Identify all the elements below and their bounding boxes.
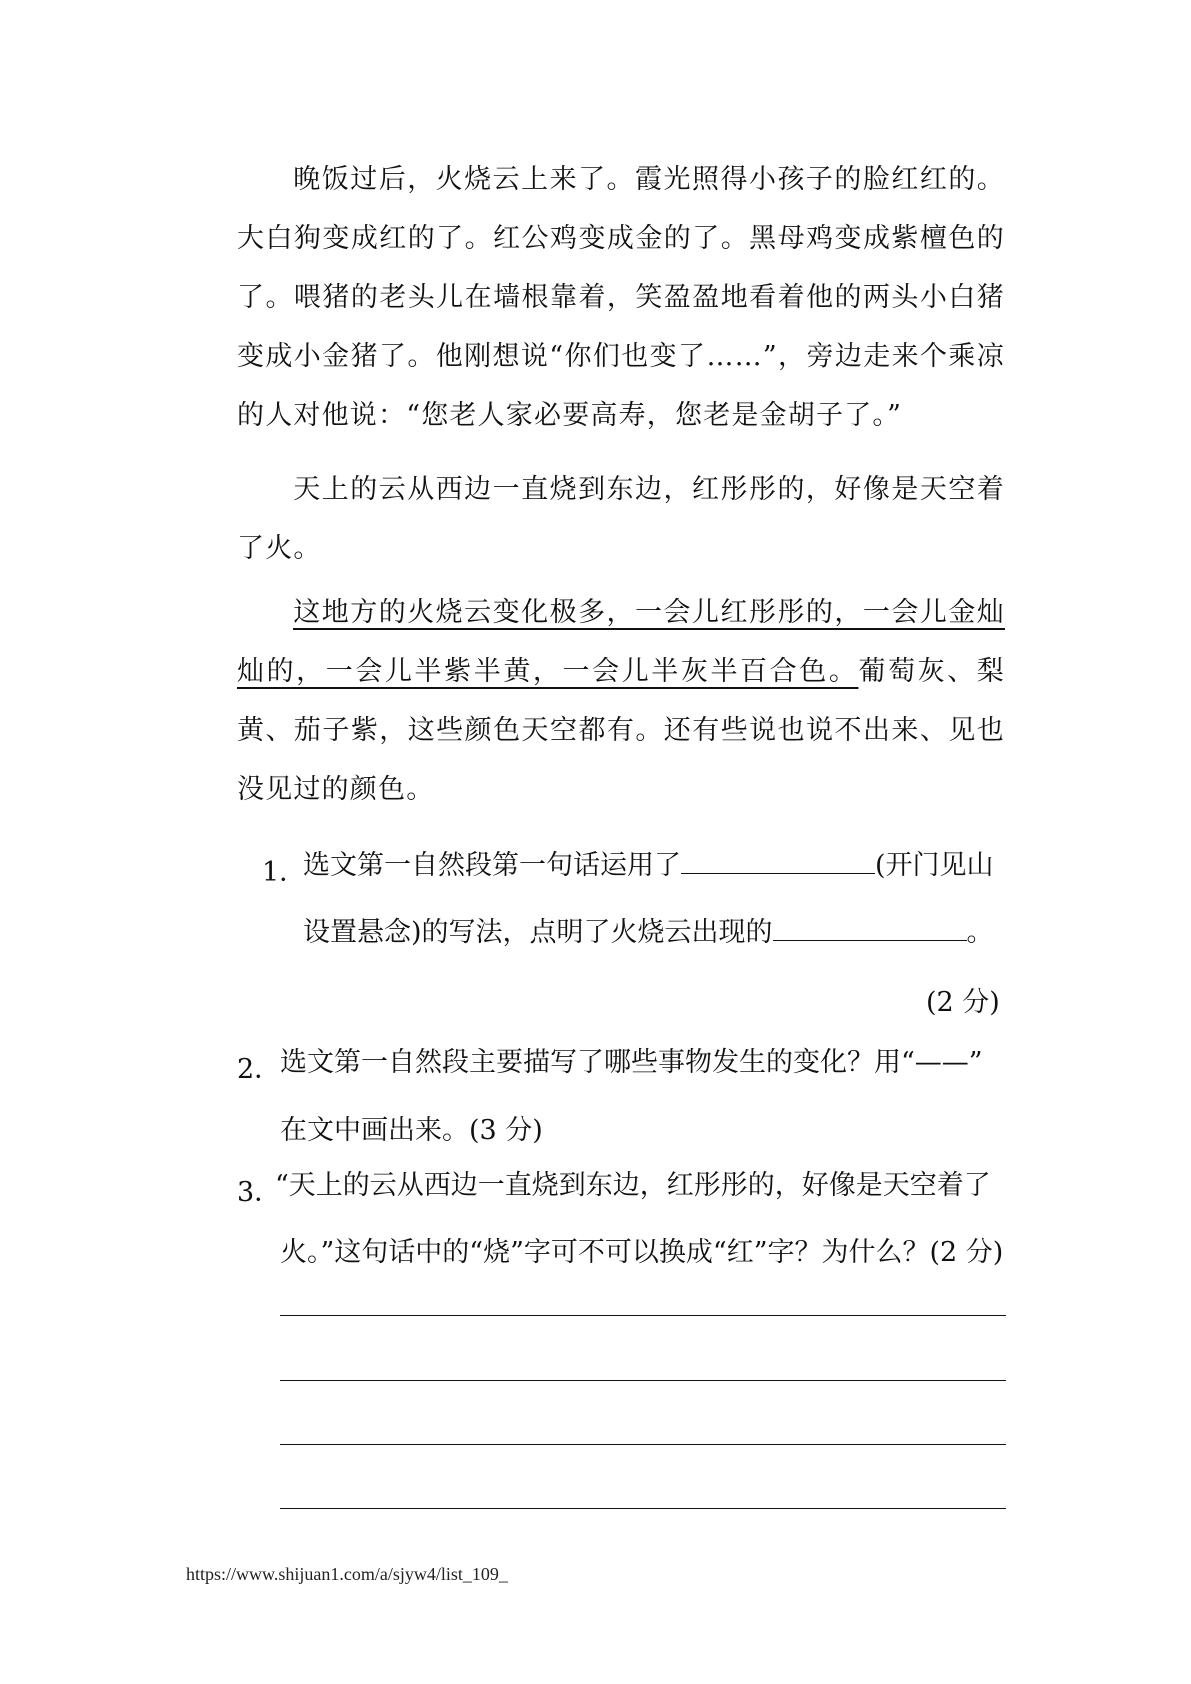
question-2-line-2: 在文中画出来。(3 分) — [280, 1115, 543, 1146]
passage-paragraph-1: 晚饭过后，火烧云上来了。霞光照得小孩子的脸红红的。大白狗变成红的了。红公鸡变成金的了。黑母鸡变成紫檀色的了。喂猪的老头儿在墙根靠着，笑盈盈地看着他的两头小白猪变成小金猪了。他刚想说“你们也变了……”，旁边走来个乘凉的人对他说：“您老人家必要高寿，您老是金胡子了。” — [237, 164, 1005, 431]
question-1-line-1: 选文第一自然段第一句话运用了 (开门见山 — [303, 835, 1008, 896]
answer-line-2[interactable] — [280, 1380, 1006, 1381]
answer-blank-2[interactable] — [773, 912, 967, 941]
question-2-line-1: 选文第一自然段主要描写了哪些事物发生的变化？用“——” — [280, 1047, 983, 1078]
answer-line-4[interactable] — [280, 1508, 1006, 1509]
answer-blank-1[interactable] — [681, 845, 875, 874]
question-1-line-2: 设置悬念)的写法，点明了火烧云出现的 。 — [303, 902, 1008, 963]
question-2-number: 2． — [237, 1054, 282, 1085]
footer-url: https://www.shijuan1.com/a/sjyw4/list_109_ — [186, 1564, 508, 1584]
underlined-sentence: 这地方的火烧云变化极多，一会儿红彤彤的，一会儿金灿灿的，一会儿半紫半黄，一会儿半灰半百合色。 — [237, 597, 1005, 687]
question-1-number: 1． — [262, 857, 307, 888]
question-3-line-1: “天上的云从西边一直烧到东边，红彤彤的，好像是天空着了 — [275, 1170, 991, 1201]
answer-line-3[interactable] — [280, 1444, 1006, 1445]
passage-paragraph-3: 这地方的火烧云变化极多，一会儿红彤彤的，一会儿金灿灿的，一会儿半紫半黄，一会儿半灰半百合色。葡萄灰、梨黄、茄子紫，这些颜色天空都有。还有些说也说不出来、见也没见过的颜色。 — [237, 597, 1006, 805]
passage-paragraph-2: 天上的云从西边一直烧到东边，红彤彤的，好像是天空着了火。 — [237, 474, 1005, 564]
question-3-number: 3． — [237, 1177, 282, 1208]
question-3-line-2: 火。”这句话中的“烧”字可不可以换成“红”字？为什么？(2 分) — [280, 1237, 1004, 1268]
question-1-score: (2 分) — [926, 987, 1000, 1018]
answer-line-1[interactable] — [280, 1315, 1006, 1316]
